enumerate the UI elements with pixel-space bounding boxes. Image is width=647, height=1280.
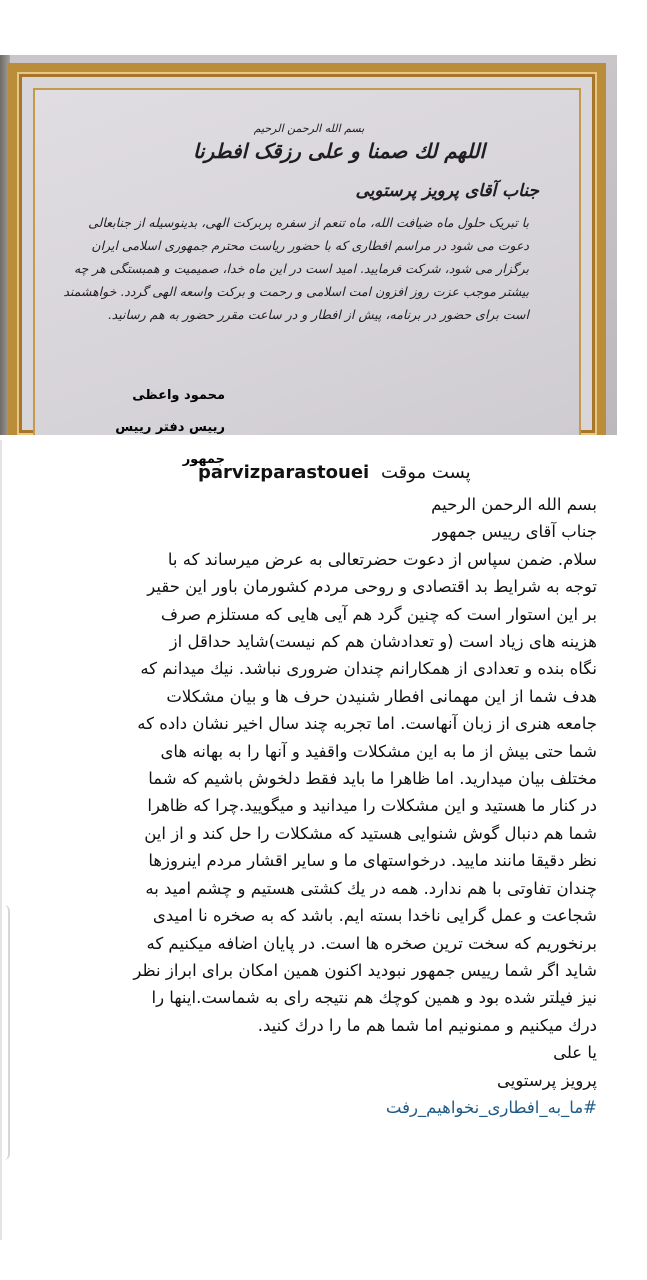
post-line: چندان تفاوتی با هم ندارد. همه در یك کشتی هستیم و چشم امید به: [145, 878, 597, 898]
letter-paper: [33, 88, 581, 467]
letter-signer-title: رییس دفتر رییس جمهور: [115, 420, 225, 467]
post-line: نیز فیلتر شده بود و همین کوچك هم نتیجه رای به شماست.اینها را: [151, 988, 597, 1008]
letter-body: با تبریک حلول ماه ضیافت الله، ماه تنعم از سفره پربرکت الهی، بدینوسیله از جنابعالی دعوت می شود در مراسم افطاری که با حضور ریاست محترم جمهوری اسلامی ایران برگزار می شود، شرکت فرمایید. امید است در این ماه خدا، صمیمیت و همبستگی هر چه بیشتر موجب عزت روز افزون امت اسلامی و رحمت و برکت واسعه الهی گردد. خواهشمند است برای حضور در برنامه، پیش از افطار و در ساعت مقرر حضور به هم رسانید.: [63, 215, 529, 322]
post-line: بر این استوار است که چنین گرد هم آیی هایی که مستلزم صرف: [160, 604, 597, 624]
post-line: جناب آقای رییس جمهور: [432, 522, 597, 542]
scroll-edge: [0, 905, 10, 1160]
post-line: هدف شما از این مهمانی افطار شنیدن حرف ها و بیان مشکلات: [166, 686, 597, 706]
post-hashtag[interactable]: #ما_به_افطاری_نخواهیم_رفت: [385, 1097, 597, 1117]
post-line: درك میکنیم و ممنونیم اما شما هم ما را درك کنید.: [257, 1015, 597, 1035]
post-line: سلام. ضمن سپاس از دعوت حضرتعالی به عرض میرساند که با: [167, 549, 597, 569]
letter-gold-frame: [8, 63, 606, 467]
post-content: [14, 462, 597, 1121]
post-line: شاید اگر شما رییس جمهور نبودید اکنون همین امکان برای ابراز نظر: [133, 960, 597, 980]
post-line: شما هم دنبال گوش شنوایی هستید که مشکلات را حل کند و از این: [144, 823, 597, 843]
letter-prayer: اللهم لك صمنا و علی رزقک افطرنا: [192, 139, 486, 163]
post-line: شما حتی بیش از ما به این مشکلات واقفید و آنها را به بهانه های: [160, 741, 597, 761]
post-line: هزینه های زیاد است (و تعدادشان هم کم نیست)شاید حداقل از: [169, 632, 597, 652]
post-username[interactable]: parvizparastouei: [198, 462, 370, 483]
post-line: جامعه هنری از زبان آنهاست. اما تجربه چند سال اخیر نشان داده که: [137, 714, 597, 734]
letter-addressee: جناب آقای پرویز پرستویی: [355, 181, 539, 201]
letter-signer-name: محمود واعظی: [132, 388, 225, 403]
letter-photo: [0, 55, 617, 467]
letter-content: [59, 110, 559, 326]
post-signoff: یا علی: [553, 1043, 597, 1063]
post-line: بسم الله الرحمن الرحیم: [431, 495, 597, 514]
post-line: شجاعت و عمل گرایی ناخدا بسته ایم. باشد که به صخره نا امیدی: [152, 906, 597, 926]
post-line: مختلف بیان میدارید. اما ظاهرا ما باید فقط دلخوش باشیم که شما: [148, 769, 597, 789]
post-line: برنخوریم که سخت ترین صخره ها است. در پایان اضافه میکنیم که: [146, 933, 597, 953]
post-body: [14, 491, 597, 1121]
post-line: نگاه بنده و تعدادی از همکارانم چندان ضروری نباشد. نیك میدانم که: [140, 659, 597, 679]
post-line: توجه به شرایط بد اقتصادی و روحی مردم کشورمان باور این حقیر: [147, 577, 597, 597]
post-line: نظر دقیقا مانند ماييد. درخواستهای ما و سایر اقشار مردم اینروزها: [148, 851, 597, 871]
post-header: [198, 462, 597, 483]
post-author-name: پرویز پرستویی: [497, 1070, 597, 1090]
post-label: پست موقت: [380, 462, 471, 483]
letter-basmala: بسم الله الرحمن الرحيم: [253, 122, 365, 135]
post-line: در کنار ما هستید و این مشکلات را میدانید و میگویید.چرا که ظاهرا: [147, 796, 597, 816]
